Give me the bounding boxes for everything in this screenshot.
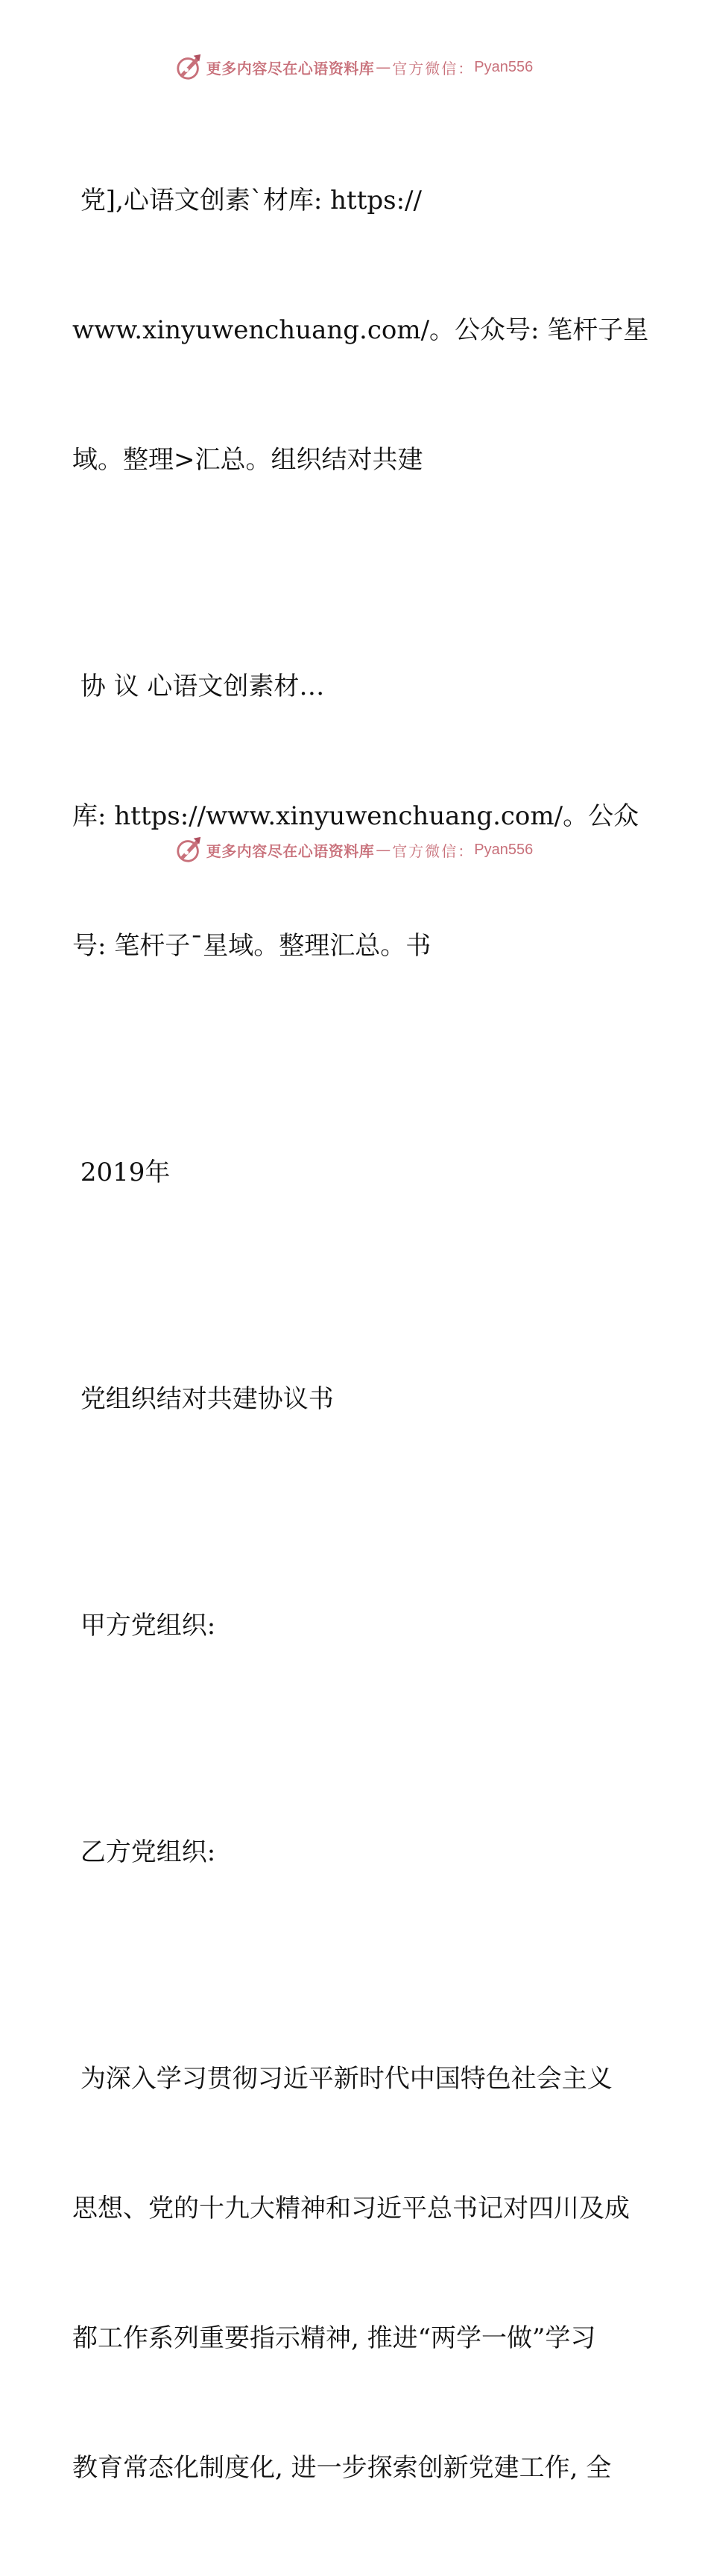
banner-separator: —: [376, 841, 391, 859]
text-line: 思想、党的十九大精神和习近平总书记对四川及成: [72, 2194, 630, 2223]
document-title: [72, 1291, 654, 1507]
footer-watermark-banner: [0, 835, 708, 865]
document-body: [72, 92, 654, 2576]
text-line: 党组织结对共建协议书: [72, 1384, 334, 1414]
text-line: 协 议 心语文创素材…: [72, 672, 325, 701]
text-line: 2019年: [72, 1158, 171, 1187]
party-a-field: [72, 1518, 654, 1734]
text-line: 甲方党组织:: [72, 1611, 216, 1641]
banner-site-text: 更多内容尽在心语资料库: [206, 842, 375, 860]
header-watermark-banner: [0, 52, 708, 82]
text-line: 都工作系列重要指示精神, 推进“两学一做”学习: [72, 2323, 596, 2353]
quill-logo-icon: [175, 53, 203, 81]
paragraph-1: [72, 92, 654, 568]
text-line: www.xinyuwenchuang.com/。公众号: 笔杆子星: [72, 315, 649, 345]
quill-logo-icon: [175, 836, 203, 864]
banner-wechat-id: Pyan556: [474, 841, 534, 858]
text-line: 域。整理>汇总。组织结对共建: [72, 445, 423, 475]
banner-site-text: 更多内容尽在心语资料库: [206, 59, 375, 78]
party-b-field: [72, 1744, 654, 1960]
text-line: 为深入学习贯彻习近平新时代中国特色社会主义: [72, 2064, 613, 2094]
banner-wechat-label: 官方微信：: [392, 842, 475, 860]
paragraph-body: [72, 1971, 654, 2576]
text-line: 号: 笔杆子¯星域。整理汇总。书: [72, 931, 432, 961]
text-line: 教育常态化制度化, 进一步探索创新党建工作, 全: [72, 2453, 612, 2483]
banner-separator: —: [376, 58, 391, 76]
paragraph-year: [72, 1064, 654, 1281]
text-line: 乙方党组织:: [72, 1837, 216, 1867]
banner-wechat-label: 官方微信：: [392, 59, 475, 78]
text-line: 库: https://www.xinyuwenchuang.com/。公众: [72, 801, 639, 831]
banner-wechat-id: Pyan556: [474, 58, 534, 75]
text-line: 党],心语文创素`材库: https://: [72, 186, 422, 215]
paragraph-2: [72, 578, 654, 1054]
